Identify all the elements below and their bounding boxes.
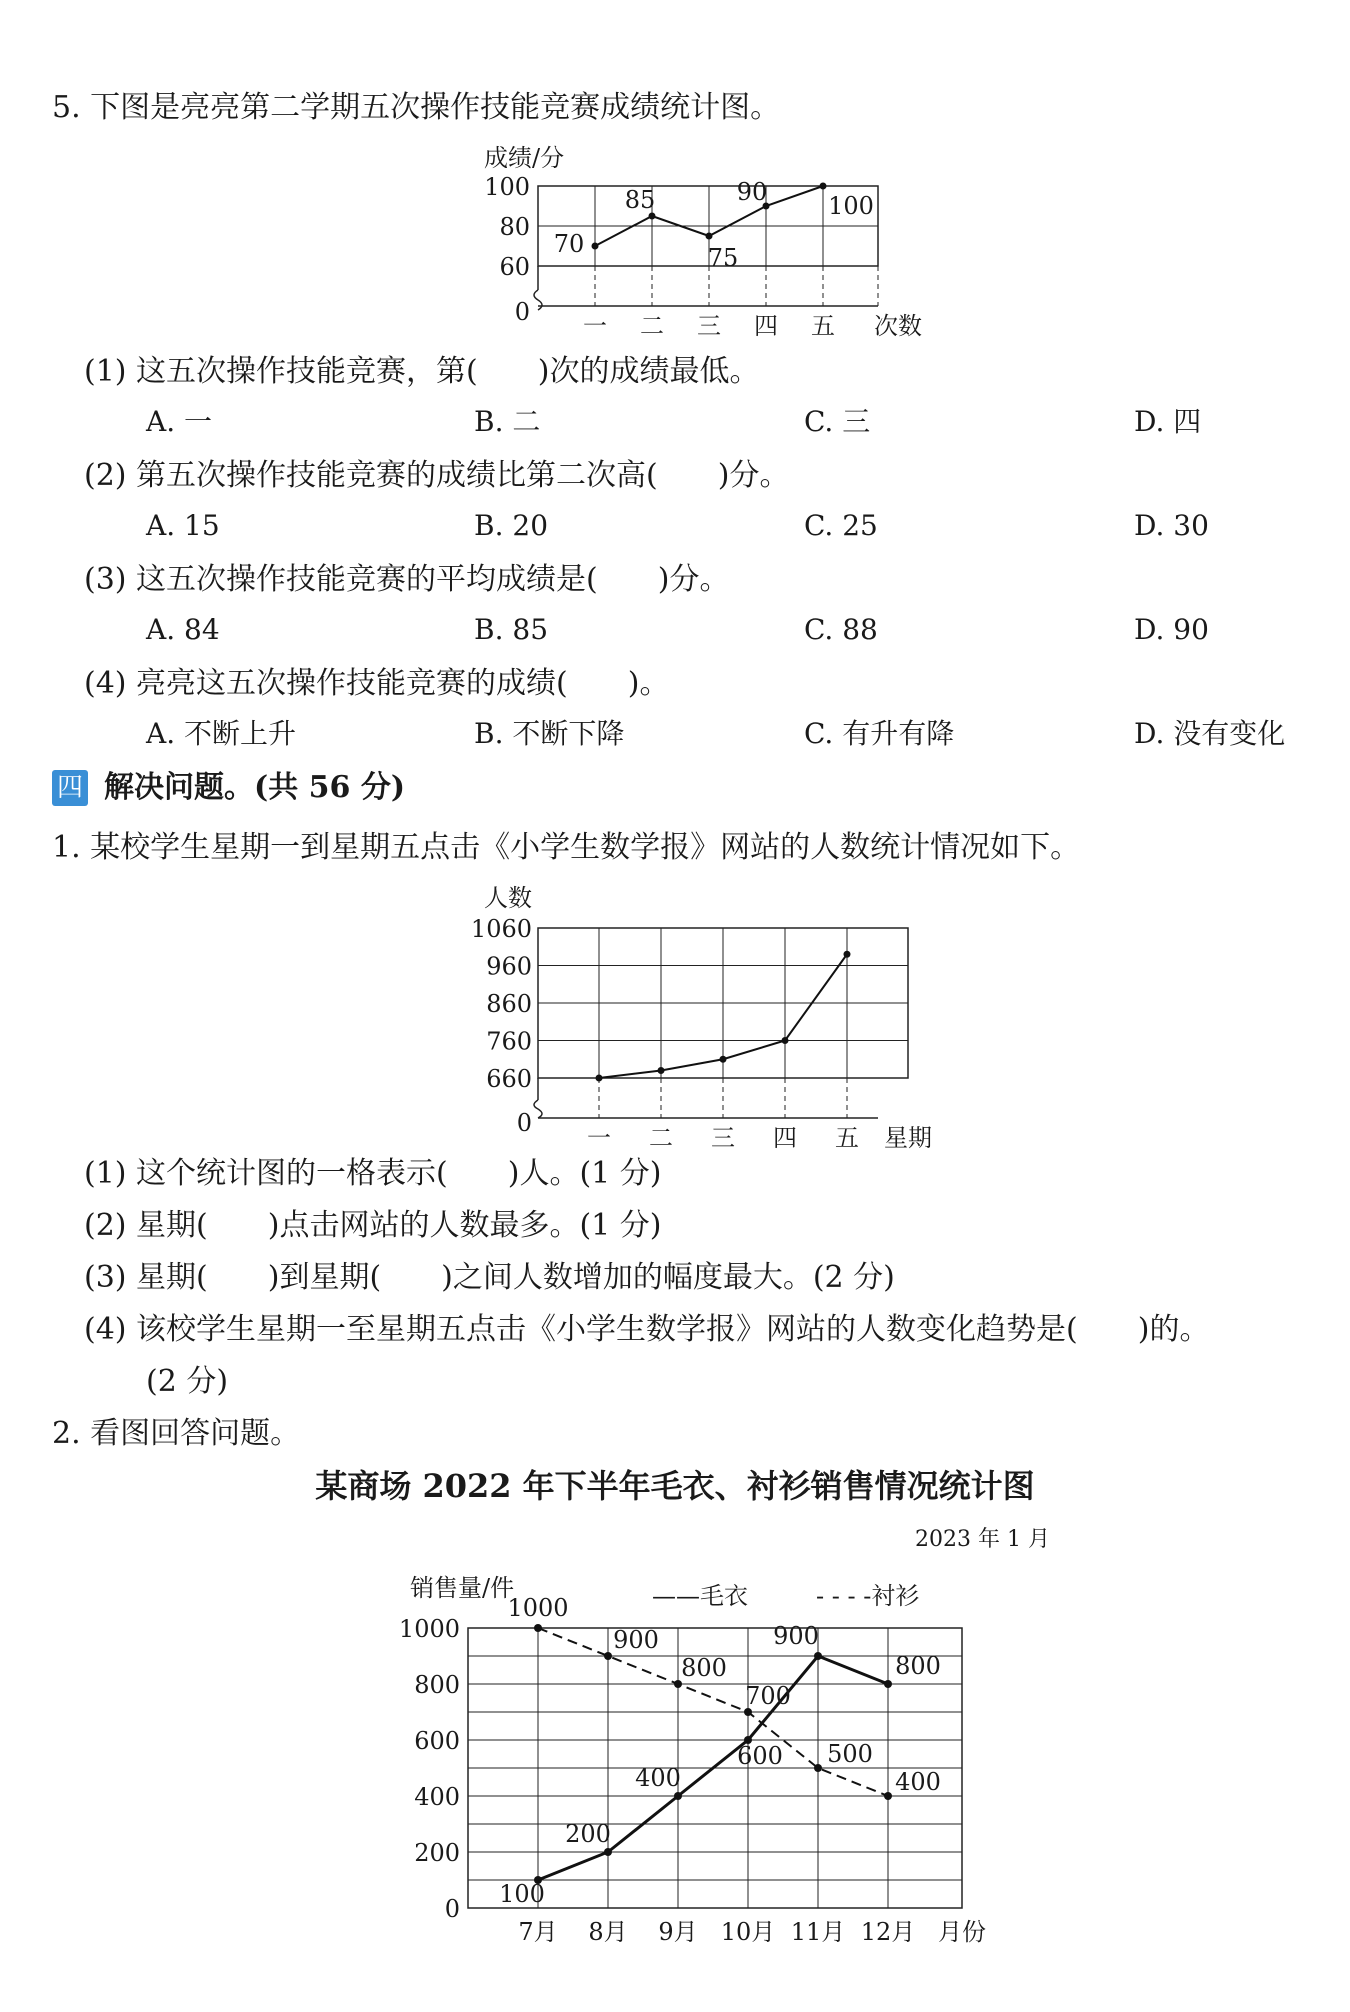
shirt-data-point bbox=[604, 1652, 612, 1660]
shirt-data-label: 900 bbox=[613, 1626, 659, 1654]
chart1-x-tick-label: 二 bbox=[640, 312, 664, 340]
q5-sub3-option-a: A. 84 bbox=[146, 613, 220, 646]
chart2-y-tick-label: 660 bbox=[486, 1065, 532, 1093]
sweater-data-point bbox=[884, 1680, 892, 1688]
chart2-data-point bbox=[782, 1037, 789, 1044]
shirt-data-label: 800 bbox=[681, 1654, 727, 1682]
shirt-data-point bbox=[884, 1792, 892, 1800]
chart2-data-point bbox=[720, 1056, 727, 1063]
q5-sub2-option-c: C. 25 bbox=[804, 509, 878, 542]
problem-1-sub3: (3) 星期( )到星期( )之间人数增加的幅度最大。(2 分) bbox=[84, 1260, 895, 1295]
q5-sub4-option-a: A. 不断上升 bbox=[146, 717, 297, 750]
problem-2-intro: 2. 看图回答问题。 bbox=[52, 1416, 301, 1451]
problem-1-sub4: (4) 该校学生星期一至星期五点击《小学生数学报》网站的人数变化趋势是( )的。 bbox=[84, 1312, 1210, 1347]
chart1-axis-break bbox=[534, 290, 542, 310]
chart3-x-tick-label: 12月 bbox=[860, 1918, 916, 1946]
problem-1-sub4-points: (2 分) bbox=[146, 1364, 229, 1399]
question-5-intro: 5. 下图是亮亮第二学期五次操作技能竞赛成绩统计图。 bbox=[52, 90, 781, 125]
chart2-data-point bbox=[596, 1075, 603, 1082]
chart1-data-label: 90 bbox=[736, 178, 768, 206]
section-badge: 四 bbox=[52, 770, 88, 806]
chart1-y-axis-title: 成绩/分 bbox=[484, 144, 565, 172]
sweater-data-point bbox=[814, 1652, 822, 1660]
q5-sub3-option-b: B. 85 bbox=[474, 613, 549, 646]
q5-sub4-option-d: D. 没有变化 bbox=[1134, 717, 1286, 750]
sweater-data-point bbox=[674, 1792, 682, 1800]
question-5-sub3: (3) 这五次操作技能竞赛的平均成绩是( )分。 bbox=[84, 562, 730, 597]
visitors-line-chart bbox=[471, 884, 932, 1152]
chart2-y-tick-label: 860 bbox=[486, 990, 532, 1018]
chart1-data-label: 85 bbox=[624, 186, 656, 214]
chart1-y-tick-label: 100 bbox=[484, 173, 530, 201]
sweater-data-point bbox=[604, 1848, 612, 1856]
question-5-sub2: (2) 第五次操作技能竞赛的成绩比第二次高( )分。 bbox=[84, 458, 790, 493]
shirt-data-label: 400 bbox=[895, 1768, 941, 1796]
shirt-data-point bbox=[534, 1624, 542, 1632]
chart2-y-tick-label: 960 bbox=[486, 952, 532, 981]
shirt-data-label: 500 bbox=[827, 1740, 873, 1768]
chart3-y-axis-title: 销售量/件 bbox=[410, 1574, 515, 1602]
chart1-x-tick-label: 五 bbox=[811, 312, 835, 340]
chart2-x-tick-label: 一 bbox=[587, 1124, 611, 1152]
section-title: 解决问题。(共 56 分) bbox=[104, 770, 406, 805]
q5-sub3-option-d: D. 90 bbox=[1134, 613, 1209, 646]
chart2-data-point bbox=[658, 1067, 665, 1074]
problem-1-sub1: (1) 这个统计图的一格表示( )人。(1 分) bbox=[84, 1156, 662, 1191]
chart1-y-tick-label: 60 bbox=[499, 253, 530, 281]
chart1-x-axis-title: 次数 bbox=[874, 312, 922, 340]
q5-sub2-option-b: B. 20 bbox=[474, 509, 549, 542]
chart1-x-tick-label: 一 bbox=[583, 312, 607, 340]
chart3-y-tick-label: 1000 bbox=[398, 1615, 460, 1643]
shirt-data-label: 700 bbox=[745, 1682, 791, 1710]
chart3-subtitle: 2023 年 1 月 bbox=[915, 1527, 1050, 1552]
chart1-data-label: 75 bbox=[707, 244, 739, 272]
chart2-axis-break bbox=[534, 1100, 542, 1118]
chart2-y-tick-label: 1060 bbox=[470, 915, 532, 943]
sweater-data-label: 400 bbox=[635, 1764, 681, 1792]
chart2-x-tick-label: 五 bbox=[835, 1124, 859, 1152]
problem-1-intro: 1. 某校学生星期一到星期五点击《小学生数学报》网站的人数统计情况如下。 bbox=[52, 830, 1081, 865]
sweater-data-label: 600 bbox=[737, 1742, 783, 1770]
chart3-y-tick-label: 800 bbox=[414, 1671, 460, 1699]
chart3-x-axis-title: 月份 bbox=[938, 1918, 986, 1946]
chart3-x-tick-label: 9月 bbox=[658, 1918, 698, 1946]
chart1-x-tick-label: 三 bbox=[697, 312, 721, 340]
chart3-y-tick-label: 600 bbox=[414, 1727, 460, 1755]
sales-chart-title: 某商场 2022 年下半年毛衣、衬衫销售情况统计图 bbox=[315, 1467, 1035, 1505]
q5-sub4-option-b: B. 不断下降 bbox=[474, 717, 625, 750]
sweater-data-label: 900 bbox=[773, 1622, 819, 1650]
q5-sub2-option-d: D. 30 bbox=[1134, 509, 1209, 542]
chart3-y-tick-label: 400 bbox=[414, 1783, 460, 1811]
chart1-data-point bbox=[820, 183, 827, 190]
sweater-data-label: 100 bbox=[499, 1880, 545, 1908]
chart3-y-tick-label: 200 bbox=[414, 1839, 460, 1867]
score-line-chart bbox=[484, 144, 922, 340]
chart1-y-tick-label: 80 bbox=[499, 213, 530, 241]
chart2-data-point bbox=[844, 951, 851, 958]
sales-line-chart bbox=[399, 1527, 1050, 1946]
q5-sub1-option-d: D. 四 bbox=[1134, 405, 1202, 438]
chart3-x-tick-label: 10月 bbox=[720, 1918, 776, 1946]
chart3-x-tick-label: 11月 bbox=[790, 1918, 846, 1946]
legend-shirt: - - - -衬衫 bbox=[816, 1582, 920, 1610]
question-5-sub4: (4) 亮亮这五次操作技能竞赛的成绩( )。 bbox=[84, 666, 670, 701]
q5-sub4-option-c: C. 有升有降 bbox=[804, 717, 955, 750]
chart3-y-tick-label: 0 bbox=[444, 1895, 460, 1923]
chart2-y-axis-title: 人数 bbox=[484, 884, 532, 912]
chart1-data-point bbox=[706, 233, 713, 240]
q5-sub1-option-b: B. 二 bbox=[474, 405, 541, 438]
chart2-x-tick-label: 三 bbox=[711, 1124, 735, 1152]
chart2-y-tick-label: 760 bbox=[486, 1027, 532, 1056]
chart2-x-axis-title: 星期 bbox=[884, 1124, 932, 1152]
chart2-x-tick-label: 四 bbox=[773, 1124, 797, 1152]
chart1-data-label: 100 bbox=[828, 192, 874, 220]
sweater-data-label: 800 bbox=[895, 1652, 941, 1680]
shirt-data-point bbox=[814, 1764, 822, 1772]
chart1-x-tick-label: 四 bbox=[754, 312, 778, 340]
question-5-sub1: (1) 这五次操作技能竞赛，第( )次的成绩最低。 bbox=[84, 354, 760, 389]
q5-sub1-option-c: C. 三 bbox=[804, 405, 871, 438]
chart2-y-tick-label: 0 bbox=[516, 1109, 532, 1137]
shirt-data-label: 1000 bbox=[507, 1594, 569, 1622]
chart1-data-label: 70 bbox=[553, 230, 585, 258]
q5-sub3-option-c: C. 88 bbox=[804, 613, 878, 646]
sweater-data-label: 200 bbox=[565, 1820, 611, 1848]
chart3-x-tick-label: 8月 bbox=[588, 1918, 628, 1946]
chart1-y-tick-label: 0 bbox=[514, 298, 530, 326]
legend-sweater: ——毛衣 bbox=[652, 1582, 748, 1610]
q5-sub2-option-a: A. 15 bbox=[146, 509, 220, 542]
q5-sub1-option-a: A. 一 bbox=[146, 405, 213, 438]
problem-1-sub2: (2) 星期( )点击网站的人数最多。(1 分) bbox=[84, 1208, 662, 1243]
chart2-x-tick-label: 二 bbox=[649, 1124, 673, 1152]
chart1-data-point bbox=[592, 243, 599, 250]
chart3-x-tick-label: 7月 bbox=[518, 1918, 558, 1946]
